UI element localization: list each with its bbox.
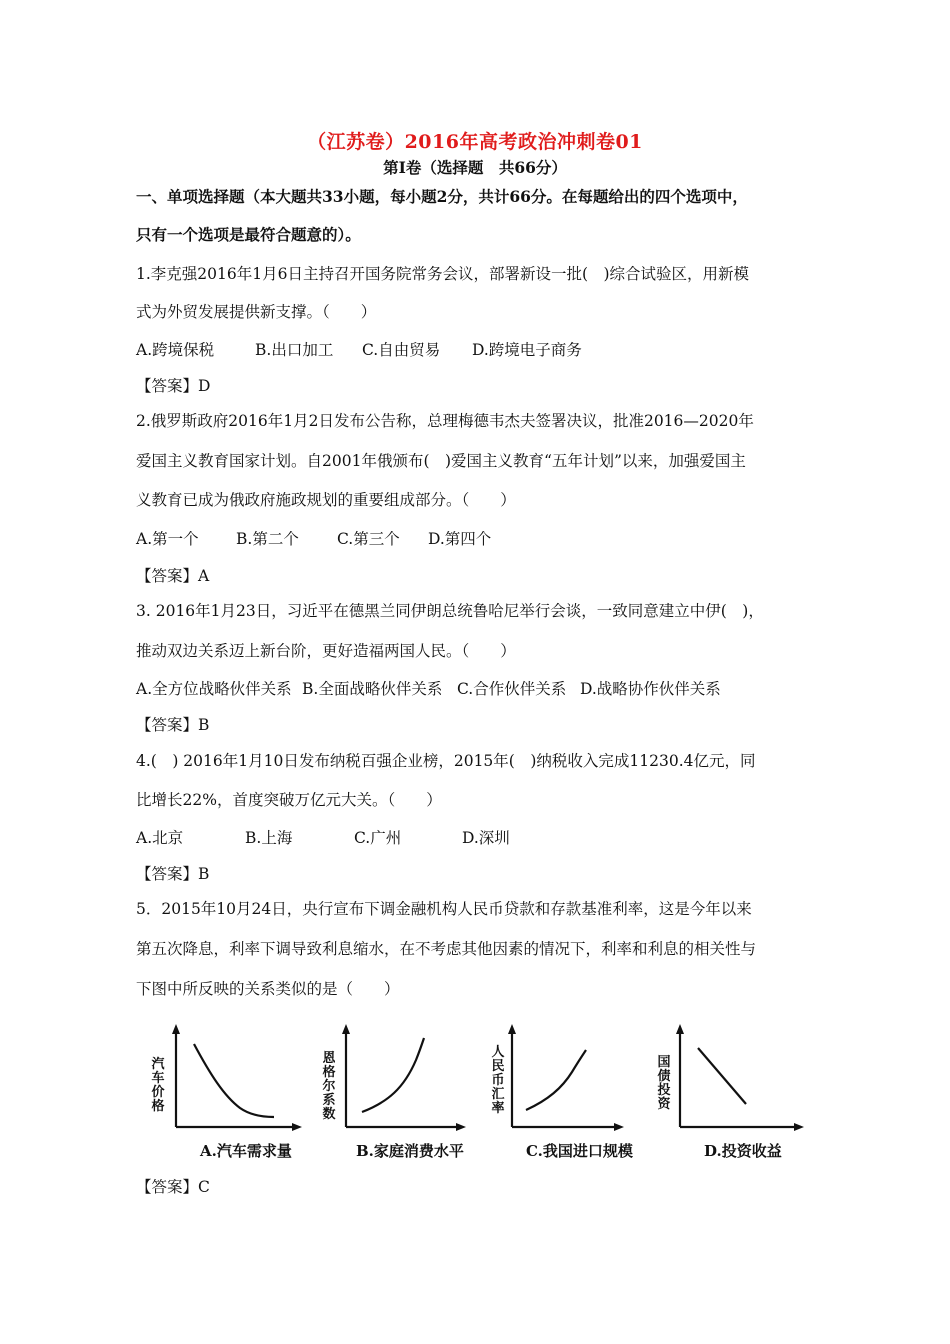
question-1-options [136, 340, 582, 360]
graph-a-y-label: 汽车价格 [151, 1057, 165, 1114]
graph-b-x-label: B.家庭消费水平 [356, 1142, 464, 1160]
graph-b-y-label: 恩格尔系数 [322, 1051, 336, 1122]
graph-a-curve [194, 1044, 274, 1117]
option-b: B.第二个 [236, 530, 299, 548]
question-5-line-2: 第五次降息，利率下调导致利息缩水，在不考虑其他因素的情况下，利率和利息的相关性与 [136, 940, 757, 958]
graph-b-y-arrow [342, 1024, 350, 1034]
option-c: C.合作伙伴关系 [457, 680, 567, 698]
option-c: C.自由贸易 [362, 341, 441, 359]
question-5-line-1: 5．2015年10月24日，央行宣布下调金融机构人民币贷款和存款基准利率，这是今年以来 [136, 900, 752, 918]
option-a: A.第一个 [136, 530, 199, 548]
question-1-line-2: 式为外贸发展提供新支撑。（ ） [136, 303, 377, 321]
question-5-answer: 【答案】C [136, 1178, 210, 1196]
page-subtitle: 第Ⅰ卷（选择题 共66分） [383, 158, 567, 177]
question-1-line-1: 1.李克强2016年1月6日主持召开国务院常务会议，部署新设一批( )综合试验区，用新模 [136, 265, 750, 283]
option-a: A.北京 [136, 829, 184, 847]
option-a: A.跨境保税 [136, 341, 215, 359]
option-c: C.广州 [354, 829, 402, 847]
graph-a-x-arrow [292, 1123, 302, 1131]
graph-d-y-label: 国债投资 [657, 1055, 671, 1112]
question-5-line-3: 下图中所反映的关系类似的是（ ） [136, 980, 400, 998]
graph-d-x-arrow [794, 1123, 804, 1131]
question-1-answer: 【答案】D [136, 377, 211, 395]
graph-d [654, 1022, 814, 1162]
graph-a-y-arrow [172, 1024, 180, 1034]
question-3-line-1: 3. 2016年1月23日，习近平在德黑兰同伊朗总统鲁哈尼举行会谈，一致同意建立中伊( )， [136, 602, 764, 620]
option-b: B.出口加工 [255, 341, 334, 359]
question-2-line-1: 2.俄罗斯政府2016年1月2日发布公告称，总理梅德韦杰夫签署决议，批准2016—2020年 [136, 412, 754, 430]
question-3-answer: 【答案】B [136, 716, 210, 734]
option-d: D.跨境电子商务 [472, 341, 582, 359]
graph-d-y-arrow [676, 1024, 684, 1034]
graph-c-x-label: C.我国进口规模 [526, 1142, 633, 1160]
option-b: B.上海 [245, 829, 293, 847]
section-heading-line-2: 只有一个选项是最符合题意的）。 [136, 225, 361, 244]
option-c: C.第三个 [337, 530, 400, 548]
question-4-line-2: 比增长22%，首度突破万亿元大关。（ ） [136, 791, 442, 809]
question-3-options [136, 679, 721, 699]
graph-b [318, 1022, 478, 1162]
question-2-options [136, 529, 491, 549]
graph-b-x-arrow [456, 1123, 466, 1131]
option-b: B.全面战略伙伴关系 [302, 680, 443, 698]
question-2-line-2: 爱国主义教育国家计划。自2001年俄颁布( )爱国主义教育“五年计划”以来，加强爱国主 [136, 452, 746, 470]
option-a: A.全方位战略伙伴关系 [136, 680, 292, 698]
page-title: （江苏卷）2016年高考政治冲刺卷01 [307, 131, 643, 153]
option-d: D.深圳 [462, 829, 510, 847]
graph-d-x-label: D.投资收益 [704, 1142, 782, 1160]
question-4-answer: 【答案】B [136, 865, 210, 883]
question-4-line-1: 4.( ) 2016年1月10日发布纳税百强企业榜，2015年( )纳税收入完成11230.4亿元，同 [136, 752, 756, 770]
graph-b-curve [362, 1038, 424, 1112]
graph-c-y-arrow [508, 1024, 516, 1034]
graph-c [490, 1022, 650, 1162]
question-3-line-2: 推动双边关系迈上新台阶，更好造福两国人民。（ ） [136, 642, 516, 660]
graph-d-line [698, 1048, 746, 1104]
section-heading-line-1: 一、单项选择题（本大题共33小题，每小题2分，共计66分。在每题给出的四个选项中， [136, 187, 748, 206]
graph-c-x-arrow [614, 1123, 624, 1131]
question-4-options [136, 828, 510, 848]
graph-a [148, 1022, 308, 1162]
question-2-answer: 【答案】A [136, 567, 210, 585]
graph-c-y-label: 人民币汇率 [491, 1045, 505, 1116]
graph-c-curve [526, 1050, 586, 1110]
option-d: D.战略协作伙伴关系 [580, 680, 721, 698]
graph-a-x-label: A.汽车需求量 [200, 1142, 292, 1160]
question-2-line-3: 义教育已成为俄政府施政规划的重要组成部分。（ ） [136, 491, 516, 509]
option-d: D.第四个 [428, 530, 492, 548]
